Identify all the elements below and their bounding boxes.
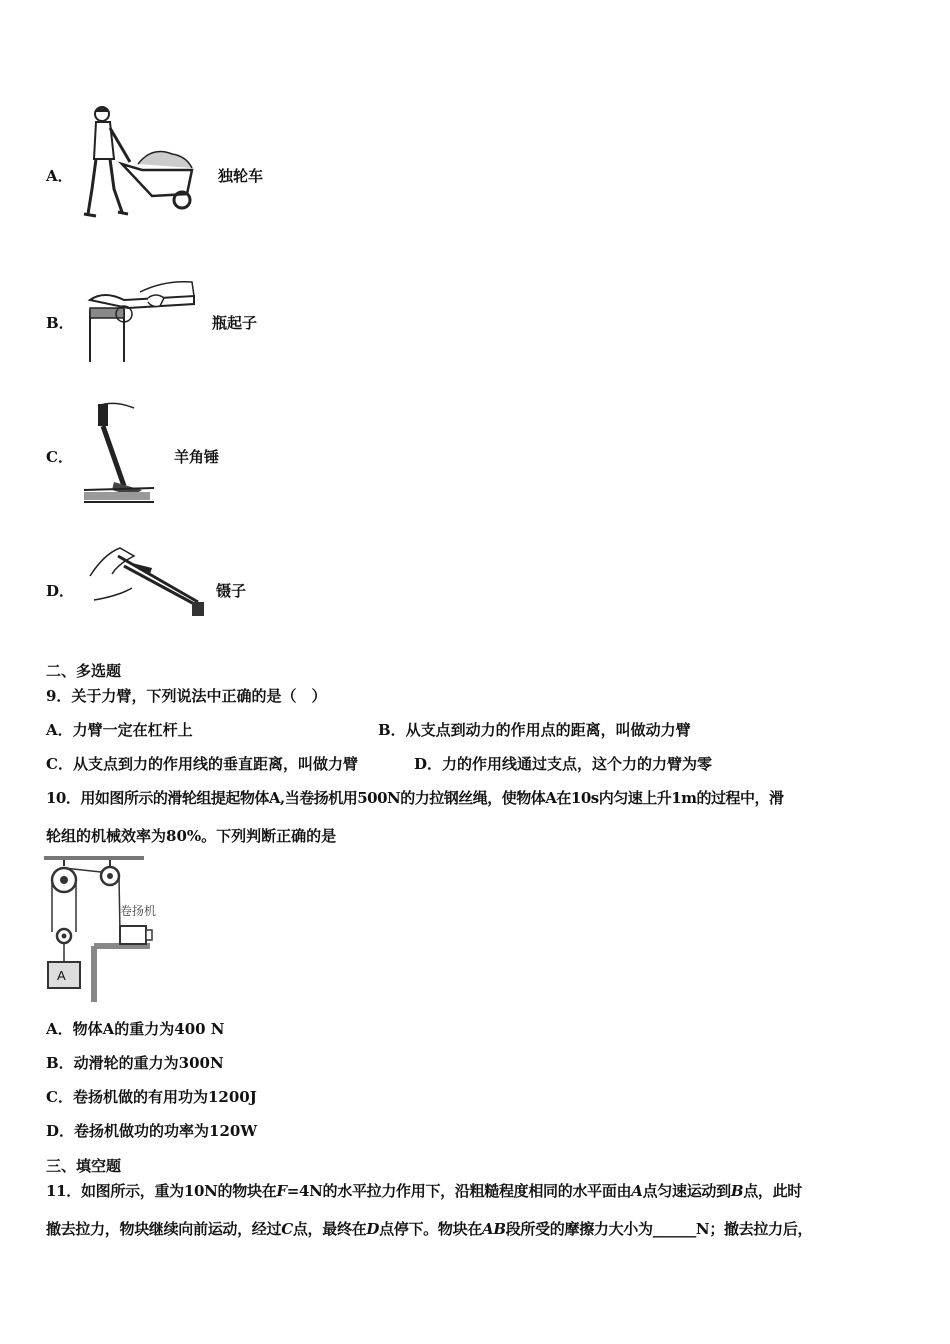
q11-text: 点，最终在: [292, 1220, 367, 1238]
q10-option-c: C．卷扬机做的有用功为1200J: [46, 1088, 257, 1106]
claw-hammer-icon: [84, 398, 164, 504]
q10-stem-line2: 轮组的机械效率为80%。下列判断正确的是: [46, 827, 337, 845]
q9-option-d: D．力的作用线通过支点，这个力的力臂为零: [414, 755, 713, 773]
option-d-caption: 镊子: [216, 582, 247, 600]
q9-option-a: A．力臂一定在杠杆上: [46, 721, 193, 739]
q10-option-d: D．卷扬机做功的功率为120W: [46, 1122, 258, 1140]
q11-point-d: D: [366, 1220, 380, 1238]
q11-text: =4N的水平拉力作用下，沿粗糙程度相同的水平面由: [286, 1182, 632, 1200]
q11-answer-blank[interactable]: ______: [652, 1220, 696, 1238]
q11-text: N；撤去拉力后，: [695, 1220, 813, 1238]
q11-segment-ab: AB: [481, 1220, 506, 1238]
bottle-opener-icon: [84, 262, 204, 366]
option-c-letter: C．: [46, 448, 73, 466]
q11-text: 11．如图所示，重为10N的物块在: [46, 1182, 277, 1200]
option-c-caption: 羊角锤: [174, 448, 220, 466]
section-heading-fill-blank: 三、填空题: [46, 1157, 122, 1175]
winch-label: 卷扬机: [120, 904, 157, 918]
wheelbarrow-icon: [82, 104, 202, 222]
q10-option-b: B．动滑轮的重力为300N: [46, 1054, 224, 1072]
q11-var-f: F: [276, 1182, 287, 1200]
q11-text: 点，此时: [743, 1182, 803, 1200]
q10-stem-line1: 10．用如图所示的滑轮组提起物体A,当卷扬机用500N的力拉钢丝绳，使物体A在10s内匀速上升1m的过程中，滑: [46, 789, 784, 807]
option-b-letter: B．: [46, 314, 74, 332]
option-b-caption: 瓶起子: [212, 314, 258, 332]
q11-text: 点停下。物块在: [379, 1220, 482, 1238]
q11-text: 段所受的摩擦力大小为: [505, 1220, 653, 1238]
q9-stem: 9．关于力臂，下列说法中正确的是（ ）: [46, 687, 327, 705]
q9-option-b: B．从支点到动力的作用点的距离，叫做动力臂: [378, 721, 691, 739]
section-heading-multiple-choice: 二、多选题: [46, 662, 122, 680]
q11-text: 点匀速运动到: [642, 1182, 731, 1200]
q11-point-b: B: [730, 1182, 744, 1200]
q11-line2: [46, 1219, 812, 1239]
option-d-letter: D．: [46, 582, 75, 600]
q10-option-a: A．物体A的重力为400 N: [46, 1020, 225, 1038]
pulley-system-figure: [44, 856, 174, 1002]
q11-point-a: A: [631, 1182, 643, 1200]
option-a-letter: A．: [46, 167, 73, 185]
q11-point-c: C: [281, 1220, 293, 1238]
q11-line1: [46, 1181, 802, 1201]
block-a-label: A: [57, 968, 66, 983]
option-a-caption: 独轮车: [218, 167, 264, 185]
q9-option-c: C．从支点到力的作用线的垂直距离，叫做力臂: [46, 755, 358, 773]
q11-text: 撤去拉力，物块继续向前运动，经过: [46, 1220, 282, 1238]
tweezers-icon: [88, 540, 212, 618]
